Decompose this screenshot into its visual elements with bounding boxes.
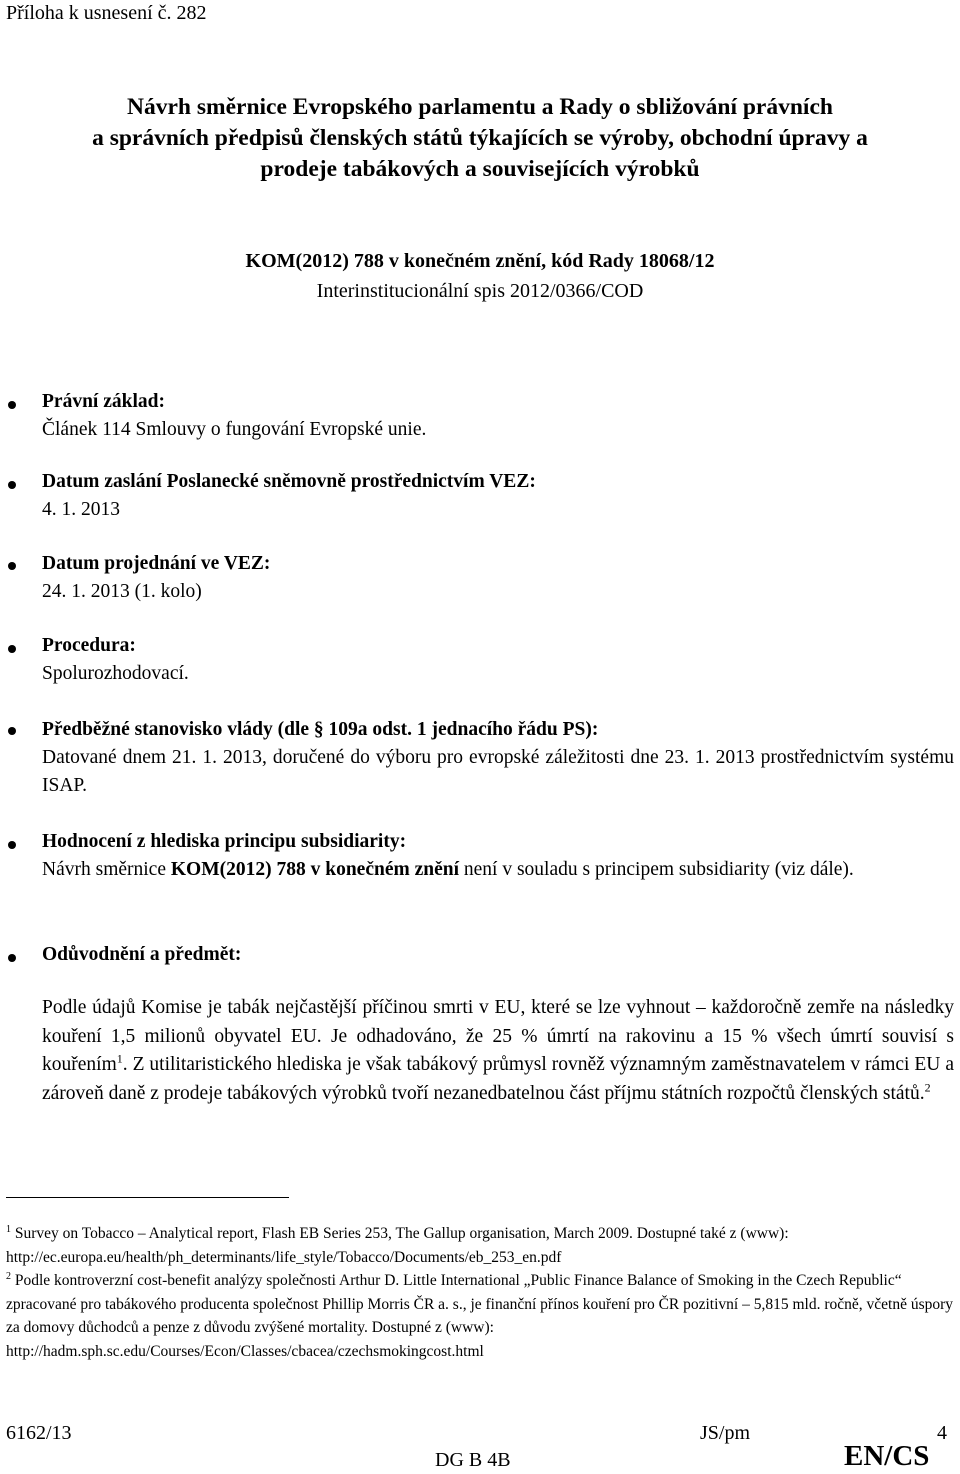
reference-line: Interinstitucionální spis 2012/0366/COD bbox=[316, 280, 644, 302]
header-note: Příloha k usnesení č. 282 bbox=[6, 2, 207, 24]
footnote-2 bbox=[6, 1269, 956, 1363]
item-heading: Odůvodnění a předmět: bbox=[42, 944, 242, 965]
title-line: a správních předpisů členských států týkajících se výroby, obchodní úpravy a bbox=[92, 125, 868, 151]
item-heading: Datum projednání ve VEZ: bbox=[42, 553, 271, 574]
bullet-icon bbox=[8, 481, 16, 489]
footer-doc-number: 6162/13 bbox=[6, 1422, 72, 1444]
title-line: prodeje tabákových a souvisejících výrobků bbox=[260, 156, 700, 182]
bullet-icon bbox=[8, 645, 16, 653]
item-heading: Hodnocení z hlediska principu subsidiarity: bbox=[42, 831, 407, 852]
footnote-1 bbox=[6, 1222, 956, 1269]
legal-basis-item bbox=[42, 388, 954, 444]
bullet-icon bbox=[8, 954, 16, 962]
item-text: 24. 1. 2013 (1. kolo) bbox=[42, 581, 202, 602]
paragraph-text: Podle údajů Komise je tabák nejčastější příčinou smrti v EU, které se lze vyhnout – každoročně zemře na následky kouření 1,5 milionů obyvatel EU. Je odhadováno, že 25 % úmrtí na rakovinu a 15 % všech úmrtí souvisí s kouřením bbox=[42, 997, 954, 1075]
bullet-icon bbox=[8, 727, 16, 735]
bullet-icon bbox=[8, 562, 16, 570]
item-heading: Procedura: bbox=[42, 635, 136, 656]
footer-language: EN/CS bbox=[844, 1440, 930, 1472]
footnote-separator bbox=[6, 1197, 289, 1198]
reference-line: KOM(2012) 788 v konečném znění, kód Rady 18068/12 bbox=[245, 250, 715, 272]
footnote-number: 1 bbox=[6, 1223, 11, 1235]
footer-initials: JS/pm bbox=[700, 1422, 751, 1444]
procedure-item bbox=[42, 632, 954, 688]
footnote-text: Survey on Tobacco – Analytical report, Flash EB Series 253, The Gallup organisation, March 2009. Dostupné také z (www): http://ec.europa.eu/health/ph_determinants/life_style/Tobacco/Documents/eb_253_en.pdf bbox=[6, 1225, 789, 1266]
subsidiarity-item bbox=[42, 828, 954, 884]
item-text: 4. 1. 2013 bbox=[42, 499, 120, 520]
item-text: Spolurozhodovací. bbox=[42, 663, 189, 684]
item-heading: Právní základ: bbox=[42, 391, 165, 412]
discussed-date-item bbox=[42, 550, 954, 606]
item-text: Článek 114 Smlouvy o fungování Evropské unie. bbox=[42, 419, 427, 440]
document-reference bbox=[0, 246, 960, 306]
footnote-text: Podle kontroverzní cost-benefit analýzy společnosti Arthur D. Little International „Public Finance Balance of Smoking in the Czech Republic“ zpracované pro tabákového producenta společnost Phillip Morris ČR a. s., je finanční přínos kouření pro ČR pozitivní – 5,815 mld. ročně, včetně úspory za domovy důchodců a penze z důvodu zvýšené mortality. Dostupné z (www): bbox=[6, 1272, 954, 1336]
footer-page-number: 4 bbox=[937, 1422, 947, 1444]
document-title bbox=[0, 92, 960, 185]
justification-paragraph bbox=[42, 994, 954, 1108]
bullet-icon bbox=[8, 401, 16, 409]
item-text: Datované dnem 21. 1. 2013, doručené do výboru pro evropské záležitosti dne 23. 1. 2013 prostřednictvím systému ISAP. bbox=[42, 747, 954, 796]
footnote-number: 2 bbox=[6, 1270, 11, 1282]
item-text bbox=[42, 856, 954, 884]
text-segment-bold: KOM(2012) 788 v konečném znění bbox=[170, 859, 460, 880]
footnote-ref: 1 bbox=[116, 1051, 123, 1066]
bullet-icon bbox=[8, 841, 16, 849]
government-position-item bbox=[42, 716, 954, 800]
sent-date-item bbox=[42, 468, 954, 524]
text-segment: Návrh směrnice bbox=[42, 859, 171, 880]
item-heading: Předběžné stanovisko vlády (dle § 109a odst. 1 jednacího řádu PS): bbox=[42, 719, 599, 740]
title-line: Návrh směrnice Evropského parlamentu a Rady o sbližování právních bbox=[127, 94, 833, 120]
footnote-url[interactable]: http://hadm.sph.sc.edu/Courses/Econ/Classes/cbacea/czechsmokingcost.html bbox=[6, 1342, 484, 1360]
footer-department: DG B 4B bbox=[435, 1449, 511, 1471]
item-heading: Datum zaslání Poslanecké sněmovně prostřednictvím VEZ: bbox=[42, 471, 536, 492]
footnote-ref: 2 bbox=[924, 1080, 931, 1094]
text-segment: není v souladu s principem subsidiarity (viz dále). bbox=[459, 859, 854, 880]
paragraph-text: . Z utilitaristického hlediska je však tabákový průmysl rovněž významným zaměstnavatelem v rámci EU a zároveň daně z prodeje tabákových výrobků tvoří nezanedbatelnou část příjmu státních rozpočtů členských států. bbox=[42, 1054, 954, 1104]
justification-item bbox=[42, 941, 954, 969]
